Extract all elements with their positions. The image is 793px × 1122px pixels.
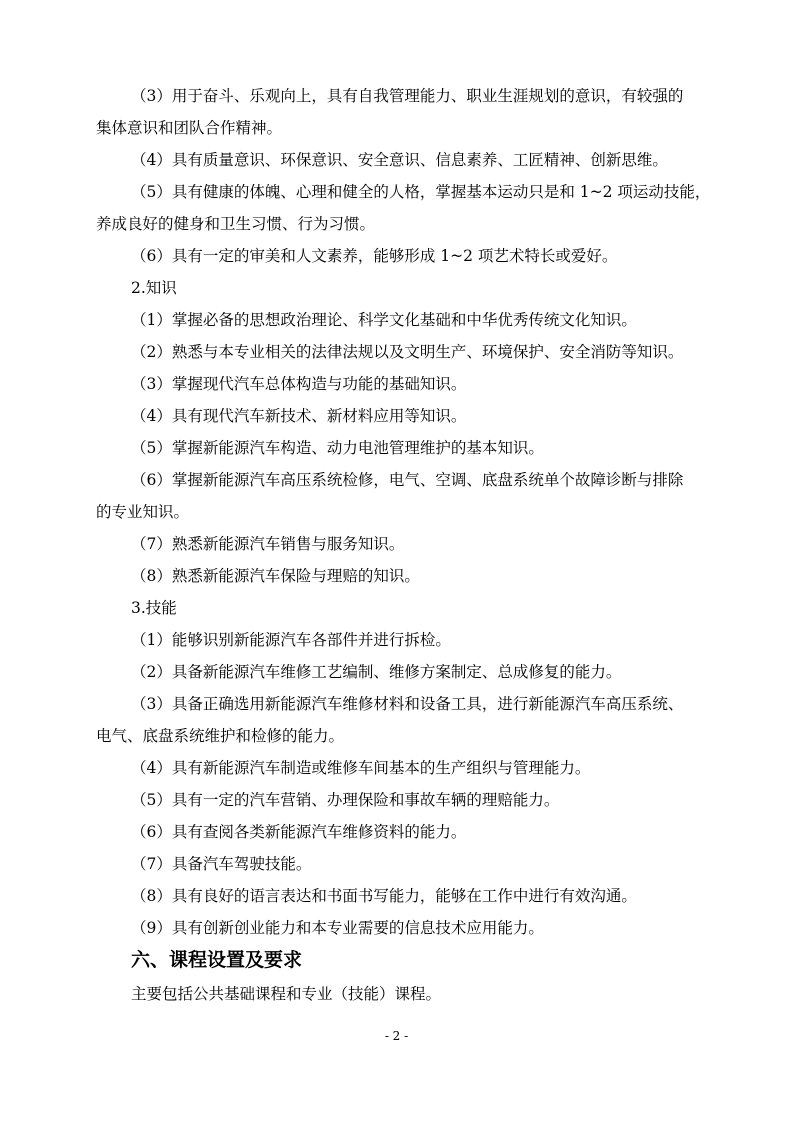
text-line: 集体意识和团队合作精神。 — [96, 119, 283, 137]
text-line: （3）具备正确选用新能源汽车维修材料和设备工具，进行新能源汽车高压系统、 — [131, 695, 684, 713]
text-line: （8）熟悉新能源汽车保险与理赔的知识。 — [131, 567, 420, 585]
text-line: （1）能够识别新能源汽车各部件并进行拆检。 — [131, 631, 451, 649]
text-line: （6）具有一定的审美和人文素养，能够形成 1~2 项艺术特长或爱好。 — [131, 247, 618, 265]
text-line: （4）具有质量意识、环保意识、安全意识、信息素养、工匠精神、创新思维。 — [131, 151, 668, 169]
text-line: （3）用于奋斗、乐观向上，具有自我管理能力、职业生涯规划的意识，有较强的 — [131, 87, 684, 105]
section-heading: 六、课程设置及要求 — [131, 949, 303, 971]
text-line: 养成良好的健身和卫生习惯、行为习惯。 — [96, 215, 376, 233]
text-line: 的专业知识。 — [96, 503, 190, 521]
text-line: （9）具有创新创业能力和本专业需要的信息技术应用能力。 — [131, 919, 544, 937]
text-line: （1）掌握必备的思想政治理论、科学文化基础和中华优秀传统文化知识。 — [131, 311, 637, 329]
text-line: （5）具有健康的体魄、心理和健全的人格，掌握基本运动只是和 1~2 项运动技能， — [131, 183, 711, 201]
text-line: （7）具备汽车驾驶技能。 — [131, 855, 312, 873]
text-line: （6）具有查阅各类新能源汽车维修资料的能力。 — [131, 823, 467, 841]
text-line: （6）掌握新能源汽车高压系统检修，电气、空调、底盘系统单个故障诊断与排除 — [131, 471, 684, 489]
text-line: （8）具有良好的语言表达和书面书写能力，能够在工作中进行有效沟通。 — [131, 887, 637, 905]
page-number: - 2 - — [384, 1029, 409, 1043]
section-label-knowledge: 2.知识 — [131, 279, 177, 297]
text-line: （4）具有现代汽车新技术、新材料应用等知识。 — [131, 407, 467, 425]
text-line: （5）掌握新能源汽车构造、动力电池管理维护的基本知识。 — [131, 439, 544, 457]
text-line: 电气、底盘系统维护和检修的能力。 — [96, 727, 345, 745]
intro-paragraph: 主要包括公共基础课程和专业（技能）课程。 — [131, 985, 442, 1003]
text-line: （4）具有新能源汽车制造或维修车间基本的生产组织与管理能力。 — [131, 759, 591, 777]
text-line: （2）具备新能源汽车维修工艺编制、维修方案制定、总成修复的能力。 — [131, 663, 622, 681]
text-line: （2）熟悉与本专业相关的法律法规以及文明生产、环境保护、安全消防等知识。 — [131, 343, 684, 361]
text-line: （3）掌握现代汽车总体构造与功能的基础知识。 — [131, 375, 467, 393]
text-line: （5）具有一定的汽车营销、办理保险和事故车辆的理赔能力。 — [131, 791, 560, 809]
section-label-skills: 3.技能 — [131, 599, 177, 617]
text-line: （7）熟悉新能源汽车销售与服务知识。 — [131, 535, 405, 553]
